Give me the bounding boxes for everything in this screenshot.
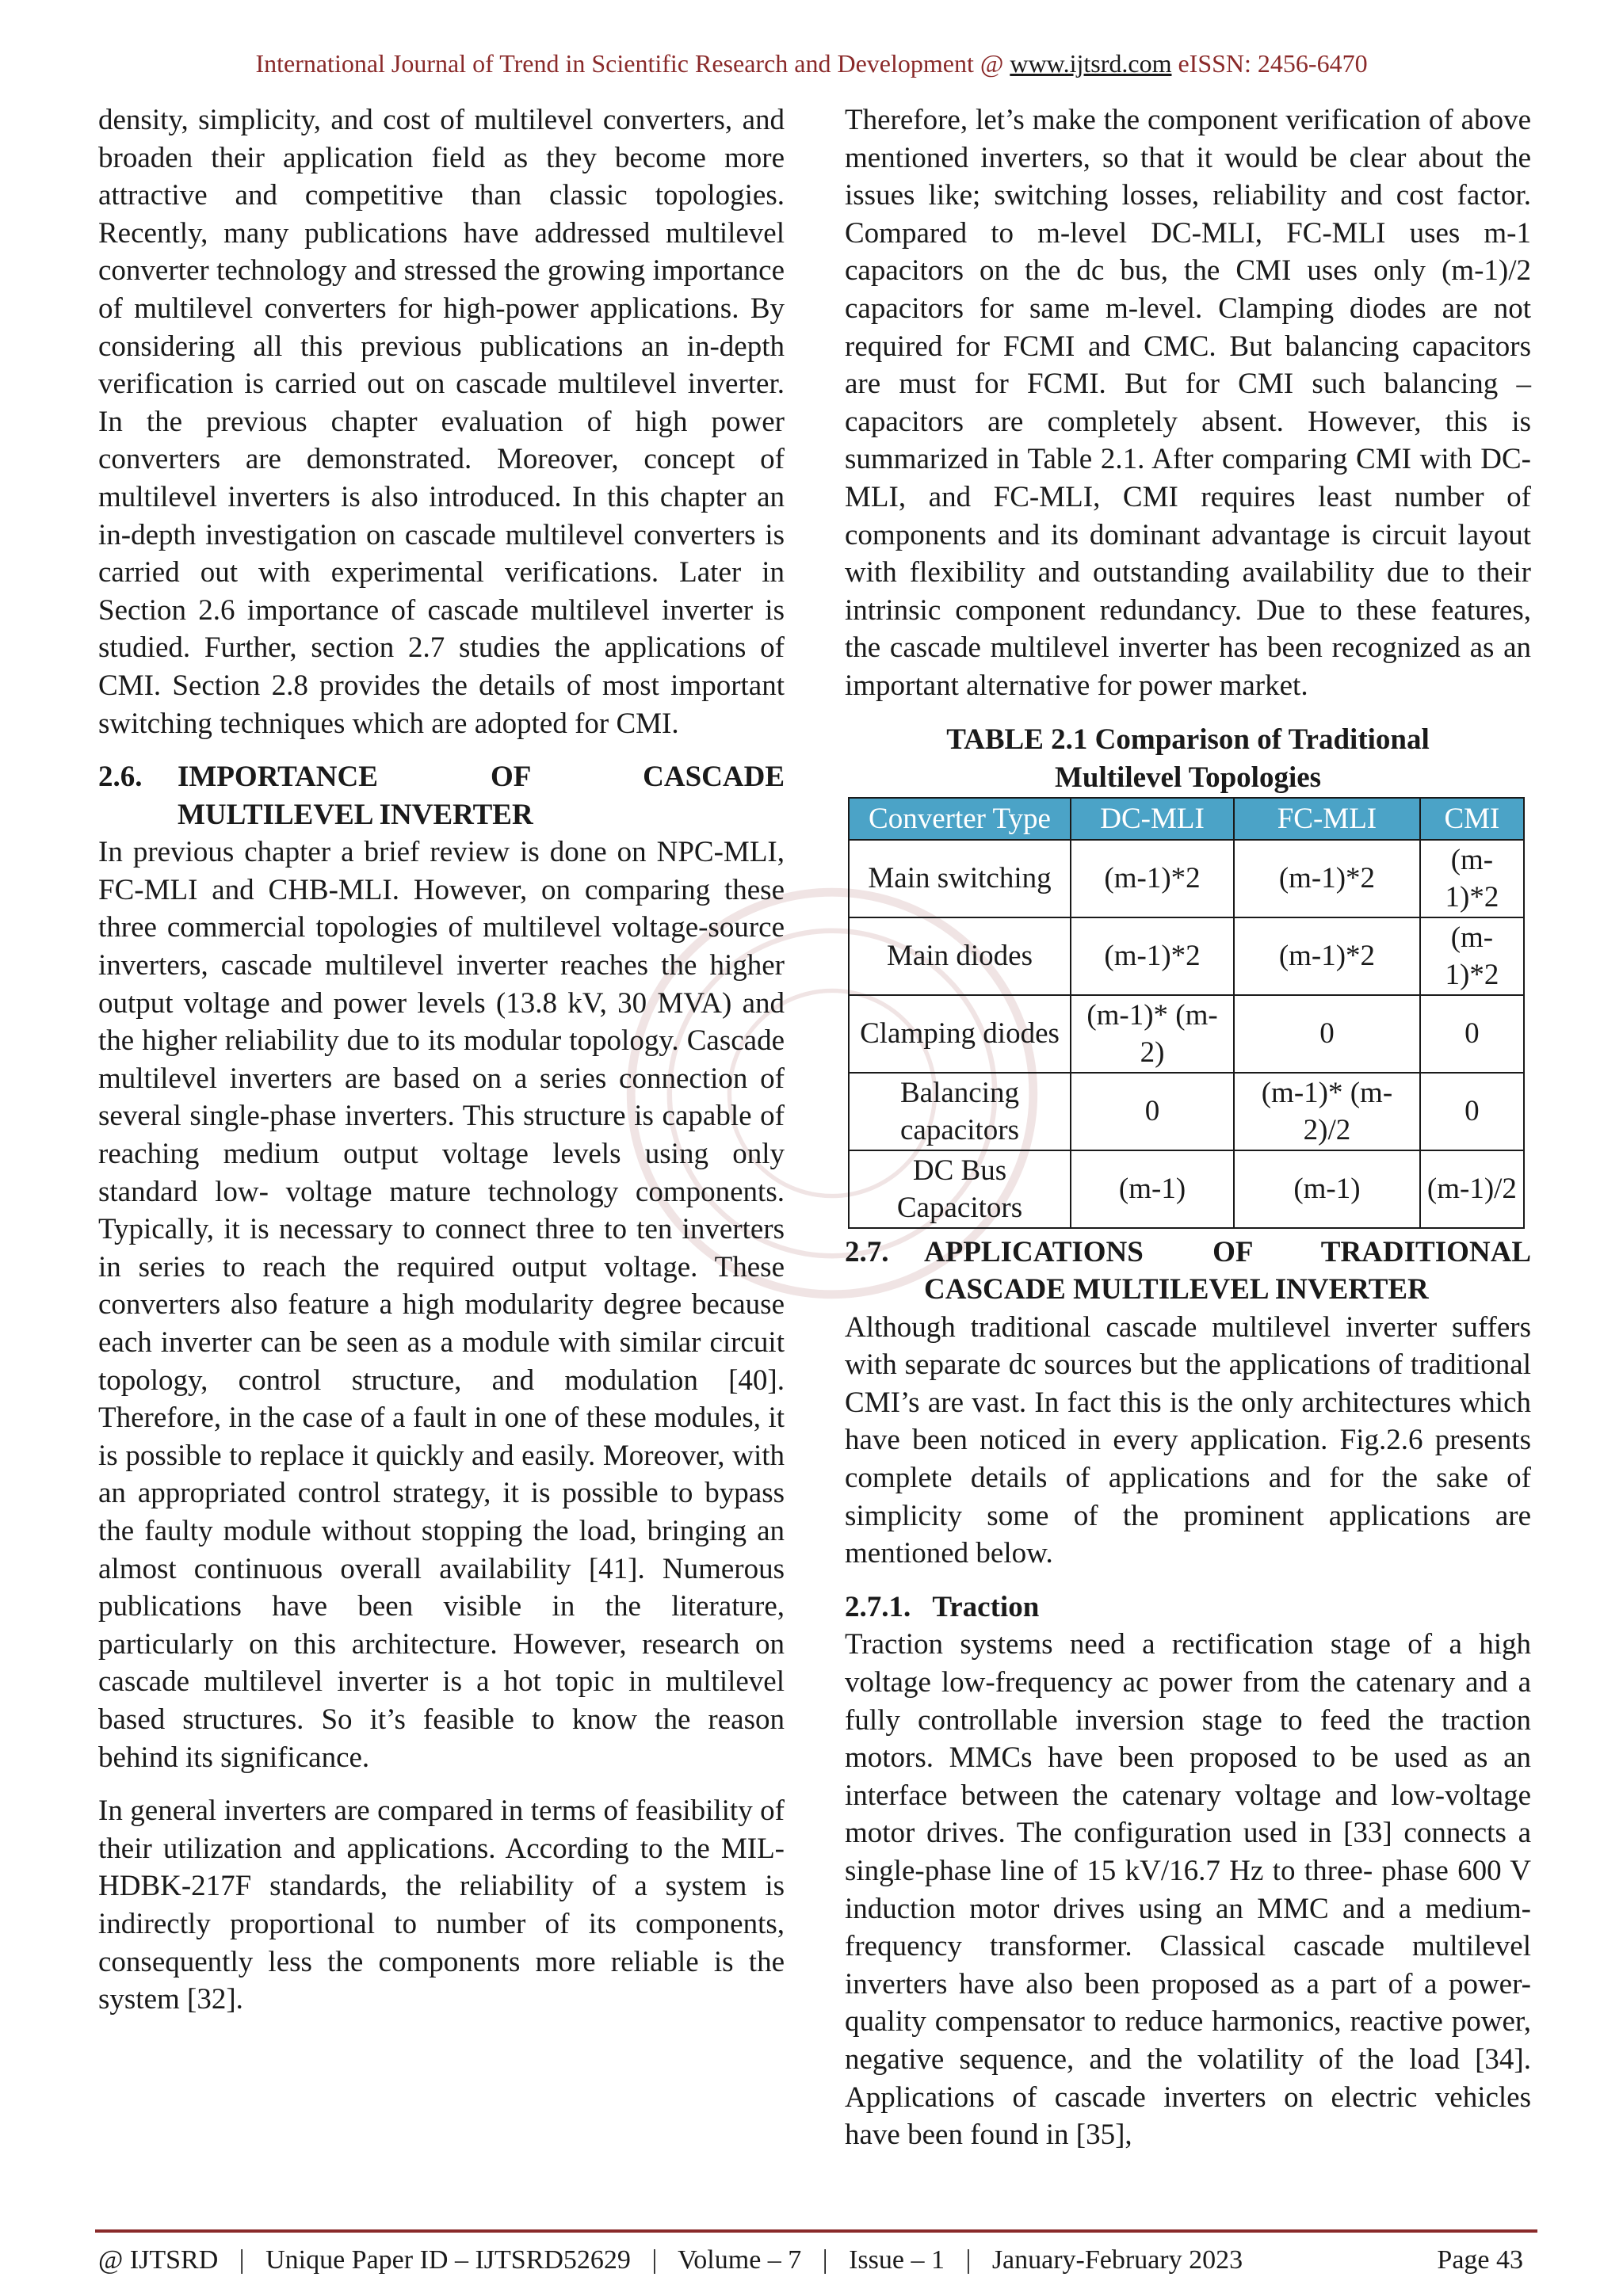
paragraph-importance: In previous chapter a brief review is done on NPC-MLI, FC-MLI and CHB-MLI. However, on comparing these three commercial topologies of multilevel voltage-source inverters, cascade multilevel inverter reaches the higher output voltage and power levels (13.8 kV, 30 MVA) and the higher reliability due to its modular topology. Cascade multilevel inverters are based on a series connection of several single-phase inverters. This structure is capable of reaching medium output voltage levels using only standard low- voltage mature technology components. Typically, it is necessary to connect three to ten inverters in series to reach the required output voltage. These converters also feature a high modularity degree because each inverter can be seen as a module with similar circuit topology, control structure, and modulation [40]. Therefore, in the case of a fault in one of these modules, it is possible to replace it quickly and easily. Moreover, with an appropriated control strategy, it is possible to bypass the faulty module without stopping the load, bringing an almost continuous overall availability [41]. Numerous publications have been visible in the literature, particularly on this architecture. However, research on cascade multilevel inverter is a hot topic in multilevel based structures. So it’s feasible to know the reason behind its significance.	[98, 836, 785, 1774]
footer-date: January-February 2023	[991, 2245, 1243, 2275]
table-cell: (m-1)* (m-2)	[1071, 995, 1234, 1073]
section-title-line1: IMPORTANCE OF CASCADE	[178, 761, 785, 794]
section-title-line1: APPLICATIONS OF TRADITIONAL	[924, 1235, 1531, 1268]
section-number: 2.7.	[845, 1235, 889, 1268]
footer-journal: @ IJTSRD	[98, 2245, 219, 2275]
subsection-heading-traction: 2.7.1. Traction	[845, 1590, 1040, 1623]
footer-issue: Issue – 1	[849, 2245, 945, 2275]
table-row	[849, 995, 1524, 1073]
section-title-line2: CASCADE MULTILEVEL INVERTER	[924, 1273, 1429, 1306]
table-cell: (m-1)	[1234, 1150, 1420, 1228]
table-cell: 0	[1420, 1073, 1524, 1150]
table-row	[849, 1073, 1524, 1150]
footer-divider	[95, 2229, 1537, 2233]
table-header-cell: Converter Type	[849, 798, 1071, 840]
table-cell: (m-1)*2	[1071, 917, 1234, 995]
journal-issn: eISSN: 2456-6470	[1171, 49, 1368, 78]
journal-name: International Journal of Trend in Scientific Research and Development @	[255, 49, 1010, 78]
table-cell: (m-1)*2	[1420, 917, 1524, 995]
paragraph-verification: Therefore, let’s make the component verification of above mentioned inverters, so that it would be clear about the issues like; switching losses, reliability and cost factor. Compared to m-level DC-MLI, FC-MLI uses m-1 capacitors on the dc bus, the CMI uses only (m-1)/2 capacitors for same m-level. Clamping diodes are not required for FCMI and CMC. But balancing capacitors are must for FCMI. But for CMI such balancing – capacitors are completely absent. However, this is summarized in Table 2.1. After comparing CMI with DC-MLI, and FC-MLI, CMI requires least number of components and its dominant advantage is circuit layout with flexibility and outstanding availability due to their intrinsic component redundancy. Due to these features, the cascade multilevel inverter has been recognized as an important alternative for power market.	[845, 104, 1531, 702]
paragraph-applications: Although traditional cascade multilevel inverter suffers with separate dc sources but the applications of traditional CMI’s are vast. In fact this is the only architectures which have been noticed in every application. Fig.2.6 presents complete details of applications and for the sake of simplicity some of the prominent applications are mentioned below.	[845, 1310, 1531, 1570]
journal-url-link[interactable]: www.ijtsrd.com	[1010, 49, 1172, 78]
table-header-cell: DC-MLI	[1071, 798, 1234, 840]
table-cell: (m-1)*2	[1234, 917, 1420, 995]
table-cell: Main diodes	[849, 917, 1071, 995]
table-caption-line2: Multilevel Topologies	[1054, 761, 1322, 794]
table-cell: (m-1)/2	[1420, 1150, 1524, 1228]
table-cell: (m-1)* (m-2)/2	[1234, 1073, 1420, 1150]
table-header-row	[849, 798, 1524, 840]
table-cell: (m-1)*2	[1420, 840, 1524, 917]
running-header	[0, 49, 1623, 78]
footer-paper-id: Unique Paper ID – IJTSRD52629	[265, 2245, 631, 2275]
comparison-table	[848, 797, 1525, 1229]
footer-separator: |	[965, 2245, 972, 2275]
table-header-cell: CMI	[1420, 798, 1524, 840]
footer-page-number: Page 43	[1437, 2245, 1523, 2275]
table-cell: Clamping diodes	[849, 995, 1071, 1073]
paragraph-intro: density, simplicity, and cost of multilevel converters, and broaden their application field as they become more attractive and competitive than classic topologies. Recently, many publications have addressed multilevel converter technology and stressed the growing importance of multilevel converters for high-power applications. By considering all this previous publications an in-depth verification is carried out on cascade multilevel inverter. In the previous chapter evaluation of high power converters are demonstrated. Moreover, concept of multilevel inverters is also introduced. In this chapter an in-depth investigation on cascade multilevel converters is carried out with experimental verifications. Later in Section 2.6 importance of cascade multilevel inverter is studied. Further, section 2.7 studies the applications of CMI. Section 2.8 provides the details of most important switching techniques which are adopted for CMI.	[98, 104, 785, 740]
table-cell: 0	[1234, 995, 1420, 1073]
left-column	[98, 101, 785, 2019]
table-row	[849, 840, 1524, 917]
table-cell: (m-1)	[1071, 1150, 1234, 1228]
table-cell: 0	[1420, 995, 1524, 1073]
paragraph-comparison: In general inverters are compared in terms of feasibility of their utilization and applications. According to the MIL-HDBK-217F standards, the reliability of a system is indirectly proportional to number of its components, consequently less the components more reliable is the system [32].	[98, 1794, 785, 2016]
table-cell: Balancing capacitors	[849, 1073, 1071, 1150]
section-heading-2-7	[845, 1234, 1531, 1309]
table-header-cell: FC-MLI	[1234, 798, 1420, 840]
table-cell: 0	[1071, 1073, 1234, 1150]
table-caption-line1: TABLE 2.1 Comparison of Traditional	[946, 723, 1430, 756]
page-footer	[98, 2245, 1537, 2275]
right-column	[845, 101, 1531, 2154]
footer-separator: |	[651, 2245, 658, 2275]
section-heading-2-6	[98, 758, 785, 833]
table-cell: (m-1)*2	[1071, 840, 1234, 917]
section-number: 2.6.	[98, 761, 143, 794]
table-cell: Main switching	[849, 840, 1071, 917]
paragraph-traction: Traction systems need a rectification stage of a high voltage low-frequency ac power from the catenary and a fully controllable inversion stage to feed the traction motors. MMCs have been proposed to be used as an interface between the catenary voltage and low-voltage motor drives. The configuration used in [33] connects a single-phase line of 15 kV/16.7 Hz to three- phase 600 V induction motor drives using an MMC and a medium-frequency transformer. Classical cascade multilevel inverters have also been proposed as a part of a power-quality compensator to reduce harmonics, reactive power, negative sequence, and the volatility of the load [34]. Applications of cascade inverters on electric vehicles have been found in [35],	[845, 1628, 1531, 2152]
section-title-line2: MULTILEVEL INVERTER	[178, 798, 533, 831]
table-row	[849, 1150, 1524, 1228]
table-row	[849, 917, 1524, 995]
table-caption	[845, 721, 1531, 797]
footer-separator: |	[822, 2245, 828, 2275]
footer-volume: Volume – 7	[678, 2245, 802, 2275]
table-cell: DC Bus Capacitors	[849, 1150, 1071, 1228]
table-cell: (m-1)*2	[1234, 840, 1420, 917]
footer-separator: |	[239, 2245, 245, 2275]
